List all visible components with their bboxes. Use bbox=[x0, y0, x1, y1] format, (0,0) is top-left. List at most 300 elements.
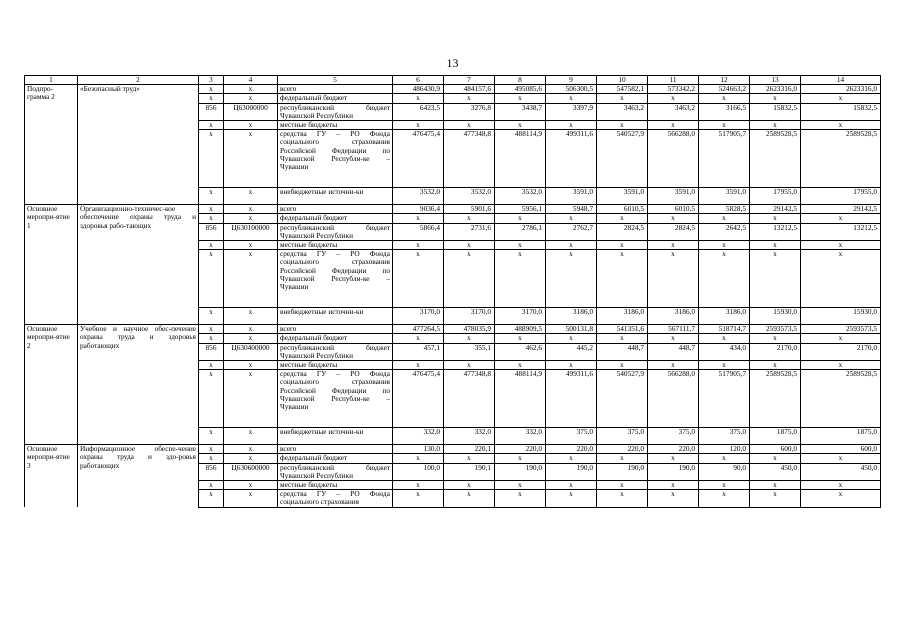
value-cell: 2623316,0 bbox=[801, 85, 881, 94]
value-cell: 3532,0 bbox=[393, 188, 444, 205]
value-cell: х bbox=[597, 214, 648, 223]
value-cell: 450,0 bbox=[750, 463, 801, 480]
funding-source: республиканский бюджет Чувашской Республики bbox=[278, 103, 393, 120]
target-code: х bbox=[224, 481, 278, 490]
header-cell: 12 bbox=[699, 76, 750, 85]
header-cell: 5 bbox=[278, 76, 393, 85]
value-cell: 462,6 bbox=[495, 343, 546, 360]
value-cell: х bbox=[444, 250, 495, 308]
value-cell: х bbox=[393, 334, 444, 343]
value-cell: 3186,0 bbox=[648, 308, 699, 325]
grbs-code: х bbox=[199, 308, 224, 325]
value-cell: х bbox=[444, 361, 495, 370]
value-cell: 5901,6 bbox=[444, 205, 495, 214]
target-code: х bbox=[224, 325, 278, 334]
funding-source: республиканский бюджет Чувашской Республики bbox=[278, 463, 393, 480]
value-cell: х bbox=[393, 214, 444, 223]
target-code: Ц63000000 bbox=[224, 103, 278, 120]
value-cell: х bbox=[699, 334, 750, 343]
value-cell: 6423,5 bbox=[393, 103, 444, 120]
value-cell: 495085,6 bbox=[495, 85, 546, 94]
value-cell: 477348,8 bbox=[444, 370, 495, 428]
grbs-code: х bbox=[199, 214, 224, 223]
program-name: Информационное обеспе-чение охраны труда и здо-ровья работающих bbox=[78, 445, 199, 507]
target-code: Ц630400000 bbox=[224, 343, 278, 360]
value-cell: х bbox=[597, 481, 648, 490]
value-cell: 499311,6 bbox=[546, 370, 597, 428]
value-cell: х bbox=[597, 94, 648, 103]
funding-source: средства ГУ – РО Фонда социального страхования bbox=[278, 490, 393, 507]
value-cell: х bbox=[393, 94, 444, 103]
value-cell: 2589528,5 bbox=[801, 370, 881, 428]
value-cell: х bbox=[597, 490, 648, 507]
value-cell: 476475,4 bbox=[393, 130, 444, 188]
header-cell: 2 bbox=[78, 76, 199, 85]
value-cell: 29142,5 bbox=[750, 205, 801, 214]
value-cell: х bbox=[444, 334, 495, 343]
funding-source: федеральный бюджет bbox=[278, 214, 393, 223]
target-code: х bbox=[224, 188, 278, 205]
value-cell: 1875,0 bbox=[801, 428, 881, 445]
value-cell: х bbox=[597, 361, 648, 370]
value-cell: х bbox=[699, 121, 750, 130]
grbs-code: х bbox=[199, 481, 224, 490]
value-cell: 445,2 bbox=[546, 343, 597, 360]
value-cell: 2762,7 bbox=[546, 223, 597, 240]
value-cell: х bbox=[648, 490, 699, 507]
funding-source: федеральный бюджет bbox=[278, 334, 393, 343]
funding-source: всего bbox=[278, 445, 393, 454]
grbs-code: х bbox=[199, 130, 224, 188]
target-code: х bbox=[224, 214, 278, 223]
value-cell: х bbox=[801, 361, 881, 370]
program-label: Основное меропри-ятие 1 bbox=[25, 205, 78, 325]
grbs-code: 856 bbox=[199, 223, 224, 240]
value-cell: х bbox=[393, 361, 444, 370]
value-cell: 332,0 bbox=[495, 428, 546, 445]
value-cell: 3397,9 bbox=[546, 103, 597, 120]
value-cell: х bbox=[444, 214, 495, 223]
value-cell: 13212,5 bbox=[750, 223, 801, 240]
value-cell: 3591,0 bbox=[546, 188, 597, 205]
value-cell: 518714,7 bbox=[699, 325, 750, 334]
funding-source: всего bbox=[278, 205, 393, 214]
value-cell: х bbox=[495, 361, 546, 370]
value-cell: 3532,0 bbox=[495, 188, 546, 205]
grbs-code: х bbox=[199, 121, 224, 130]
table-row bbox=[25, 205, 881, 214]
value-cell: х bbox=[801, 481, 881, 490]
target-code: х bbox=[224, 370, 278, 428]
value-cell: 15930,0 bbox=[750, 308, 801, 325]
value-cell: 2824,5 bbox=[597, 223, 648, 240]
value-cell: 220,1 bbox=[444, 445, 495, 454]
header-cell: 4 bbox=[224, 76, 278, 85]
value-cell: х bbox=[699, 214, 750, 223]
target-code: Ц630100000 bbox=[224, 223, 278, 240]
target-code: х bbox=[224, 241, 278, 250]
value-cell: 375,0 bbox=[597, 428, 648, 445]
value-cell: х bbox=[648, 334, 699, 343]
target-code: х bbox=[224, 94, 278, 103]
value-cell: 499311,6 bbox=[546, 130, 597, 188]
value-cell: х bbox=[648, 94, 699, 103]
value-cell: 434,0 bbox=[699, 343, 750, 360]
value-cell: 488114,9 bbox=[495, 130, 546, 188]
value-cell: 17955,0 bbox=[801, 188, 881, 205]
value-cell: 15832,5 bbox=[801, 103, 881, 120]
funding-source: местные бюджеты bbox=[278, 241, 393, 250]
value-cell: х bbox=[750, 241, 801, 250]
program-label: Основное меропри-ятие 2 bbox=[25, 325, 78, 445]
program-label: Подпро-грамма 2 bbox=[25, 85, 78, 205]
header-cell: 11 bbox=[648, 76, 699, 85]
value-cell: 120,0 bbox=[699, 445, 750, 454]
target-code: х bbox=[224, 334, 278, 343]
target-code: х bbox=[224, 205, 278, 214]
value-cell: 3166,5 bbox=[699, 103, 750, 120]
value-cell: 220,0 bbox=[546, 445, 597, 454]
header-cell: 8 bbox=[495, 76, 546, 85]
value-cell: х bbox=[546, 241, 597, 250]
value-cell: х bbox=[393, 490, 444, 507]
value-cell: х bbox=[648, 121, 699, 130]
value-cell: 190,0 bbox=[648, 463, 699, 480]
value-cell: х bbox=[495, 250, 546, 308]
program-label: Основное меропри-ятие 3 bbox=[25, 445, 78, 507]
value-cell: 2824,5 bbox=[648, 223, 699, 240]
target-code: х bbox=[224, 250, 278, 308]
value-cell: 6010,5 bbox=[648, 205, 699, 214]
funding-source: федеральный бюджет bbox=[278, 94, 393, 103]
value-cell: 488114,9 bbox=[495, 370, 546, 428]
grbs-code: х bbox=[199, 85, 224, 94]
value-cell: 2170,0 bbox=[801, 343, 881, 360]
value-cell: 2786,1 bbox=[495, 223, 546, 240]
funding-source: местные бюджеты bbox=[278, 481, 393, 490]
target-code: х bbox=[224, 130, 278, 188]
value-cell: х bbox=[699, 481, 750, 490]
value-cell: 477348,8 bbox=[444, 130, 495, 188]
value-cell: 3170,0 bbox=[393, 308, 444, 325]
value-cell: 476475,4 bbox=[393, 370, 444, 428]
header-cell: 1 bbox=[25, 76, 78, 85]
funding-source: федеральный бюджет bbox=[278, 454, 393, 463]
funding-source: местные бюджеты bbox=[278, 121, 393, 130]
value-cell: х bbox=[648, 250, 699, 308]
value-cell: 3186,0 bbox=[597, 308, 648, 325]
value-cell: х bbox=[648, 481, 699, 490]
value-cell: х bbox=[444, 481, 495, 490]
value-cell: х bbox=[750, 250, 801, 308]
value-cell: х bbox=[393, 241, 444, 250]
funding-source: всего bbox=[278, 85, 393, 94]
value-cell: 547582,1 bbox=[597, 85, 648, 94]
value-cell: х bbox=[444, 121, 495, 130]
value-cell: х bbox=[699, 361, 750, 370]
value-cell: х bbox=[648, 454, 699, 463]
funding-source: средства ГУ – РО Фонда социального страхования Российской Федерации по Чувашской Республи-ке – Чувашии bbox=[278, 130, 393, 188]
page-number: 13 bbox=[446, 56, 459, 70]
value-cell: х bbox=[546, 94, 597, 103]
value-cell: 2593573,5 bbox=[801, 325, 881, 334]
value-cell: 190,0 bbox=[495, 463, 546, 480]
value-cell: 600,0 bbox=[750, 445, 801, 454]
grbs-code: х bbox=[199, 250, 224, 308]
value-cell: х bbox=[699, 241, 750, 250]
value-cell: 2593573,5 bbox=[750, 325, 801, 334]
value-cell: х bbox=[597, 121, 648, 130]
value-cell: 2642,5 bbox=[699, 223, 750, 240]
value-cell: 1875,0 bbox=[750, 428, 801, 445]
header-cell: 14 bbox=[801, 76, 881, 85]
value-cell: х bbox=[495, 490, 546, 507]
value-cell: х bbox=[444, 454, 495, 463]
value-cell: 2170,0 bbox=[750, 343, 801, 360]
program-name: «Безопасный труд» bbox=[78, 85, 199, 205]
value-cell: 17955,0 bbox=[750, 188, 801, 205]
funding-source: внебюджетные источни-ки bbox=[278, 188, 393, 205]
value-cell: 566288,0 bbox=[648, 370, 699, 428]
value-cell: х bbox=[801, 214, 881, 223]
value-cell: 220,0 bbox=[495, 445, 546, 454]
value-cell: 540527,9 bbox=[597, 130, 648, 188]
funding-source: средства ГУ – РО Фонда социального страхования Российской Федерации по Чувашской Республи-ке – Чувашии bbox=[278, 250, 393, 308]
value-cell: х bbox=[699, 454, 750, 463]
grbs-code: х bbox=[199, 361, 224, 370]
value-cell: х bbox=[495, 214, 546, 223]
value-cell: 541351,6 bbox=[597, 325, 648, 334]
value-cell: х bbox=[393, 121, 444, 130]
funding-source: местные бюджеты bbox=[278, 361, 393, 370]
funding-source: всего bbox=[278, 325, 393, 334]
value-cell: 517905,7 bbox=[699, 370, 750, 428]
value-cell: х bbox=[750, 214, 801, 223]
header-row bbox=[25, 76, 881, 85]
value-cell: х bbox=[597, 250, 648, 308]
target-code: х bbox=[224, 428, 278, 445]
grbs-code: х bbox=[199, 205, 224, 214]
value-cell: х bbox=[750, 490, 801, 507]
value-cell: х bbox=[699, 94, 750, 103]
value-cell: х bbox=[546, 481, 597, 490]
value-cell: х bbox=[750, 121, 801, 130]
header-cell: 3 bbox=[199, 76, 224, 85]
value-cell: 573342,2 bbox=[648, 85, 699, 94]
value-cell: 450,0 bbox=[801, 463, 881, 480]
value-cell: х bbox=[699, 250, 750, 308]
value-cell: х bbox=[801, 94, 881, 103]
value-cell: 3591,0 bbox=[648, 188, 699, 205]
value-cell: 486430,9 bbox=[393, 85, 444, 94]
value-cell: 3532,0 bbox=[444, 188, 495, 205]
value-cell: 448,7 bbox=[648, 343, 699, 360]
target-code: х bbox=[224, 490, 278, 507]
value-cell: 190,1 bbox=[444, 463, 495, 480]
table-row bbox=[25, 445, 881, 454]
value-cell: 3170,0 bbox=[495, 308, 546, 325]
grbs-code: х bbox=[199, 94, 224, 103]
value-cell: 90,0 bbox=[699, 463, 750, 480]
header-cell: 13 bbox=[750, 76, 801, 85]
value-cell: 2589528,5 bbox=[801, 130, 881, 188]
value-cell: х bbox=[750, 334, 801, 343]
program-name: Учебное и научное обес-печение охраны труда и здоровья работающих bbox=[78, 325, 199, 445]
value-cell: 332,0 bbox=[444, 428, 495, 445]
value-cell: х bbox=[546, 214, 597, 223]
value-cell: х bbox=[801, 334, 881, 343]
value-cell: 9036,4 bbox=[393, 205, 444, 214]
grbs-code: х bbox=[199, 325, 224, 334]
program-name: Организационно-техничес-кое обеспечение охраны труда и здоровья рабо-тающих bbox=[78, 205, 199, 325]
value-cell: х bbox=[546, 250, 597, 308]
funding-source: внебюджетные источни-ки bbox=[278, 428, 393, 445]
value-cell: 375,0 bbox=[648, 428, 699, 445]
funding-source: республиканский бюджет Чувашской Республики bbox=[278, 343, 393, 360]
value-cell: 2731,6 bbox=[444, 223, 495, 240]
value-cell: 29142,5 bbox=[801, 205, 881, 214]
budget-table bbox=[24, 75, 881, 508]
value-cell: х bbox=[546, 490, 597, 507]
value-cell: 5828,5 bbox=[699, 205, 750, 214]
value-cell: 2623316,0 bbox=[750, 85, 801, 94]
value-cell: х bbox=[699, 490, 750, 507]
value-cell: 567111,7 bbox=[648, 325, 699, 334]
value-cell: 100,0 bbox=[393, 463, 444, 480]
value-cell: 5948,7 bbox=[546, 205, 597, 214]
target-code: х bbox=[224, 308, 278, 325]
target-code: х bbox=[224, 361, 278, 370]
value-cell: 220,0 bbox=[597, 445, 648, 454]
value-cell: х bbox=[444, 241, 495, 250]
value-cell: 15930,0 bbox=[801, 308, 881, 325]
grbs-code: х bbox=[199, 188, 224, 205]
value-cell: 190,0 bbox=[597, 463, 648, 480]
value-cell: х bbox=[750, 454, 801, 463]
value-cell: 566288,0 bbox=[648, 130, 699, 188]
value-cell: 355,1 bbox=[444, 343, 495, 360]
value-cell: х bbox=[597, 241, 648, 250]
value-cell: 457,1 bbox=[393, 343, 444, 360]
value-cell: х bbox=[801, 241, 881, 250]
target-code: Ц630600000 bbox=[224, 463, 278, 480]
target-code: х bbox=[224, 454, 278, 463]
value-cell: 3463,2 bbox=[597, 103, 648, 120]
target-code: х bbox=[224, 85, 278, 94]
grbs-code: х bbox=[199, 490, 224, 507]
grbs-code: х bbox=[199, 428, 224, 445]
value-cell: х bbox=[495, 481, 546, 490]
grbs-code: 856 bbox=[199, 463, 224, 480]
value-cell: х bbox=[546, 334, 597, 343]
value-cell: 190,0 bbox=[546, 463, 597, 480]
value-cell: 3276,8 bbox=[444, 103, 495, 120]
value-cell: х bbox=[648, 361, 699, 370]
value-cell: х bbox=[801, 490, 881, 507]
value-cell: х bbox=[495, 241, 546, 250]
grbs-code: х bbox=[199, 454, 224, 463]
value-cell: х bbox=[495, 121, 546, 130]
value-cell: 477264,5 bbox=[393, 325, 444, 334]
value-cell: 15832,5 bbox=[750, 103, 801, 120]
value-cell: 500131,8 bbox=[546, 325, 597, 334]
value-cell: х bbox=[495, 94, 546, 103]
value-cell: х bbox=[495, 334, 546, 343]
value-cell: 2589528,5 bbox=[750, 130, 801, 188]
funding-source: республиканский бюджет Чувашской Республики bbox=[278, 223, 393, 240]
value-cell: х bbox=[648, 241, 699, 250]
value-cell: 13212,5 bbox=[801, 223, 881, 240]
value-cell: 517905,7 bbox=[699, 130, 750, 188]
value-cell: 6010,5 bbox=[597, 205, 648, 214]
value-cell: х bbox=[393, 454, 444, 463]
value-cell: х bbox=[597, 454, 648, 463]
value-cell: 3186,0 bbox=[546, 308, 597, 325]
table-row bbox=[25, 325, 881, 334]
value-cell: х bbox=[648, 214, 699, 223]
value-cell: 3186,0 bbox=[699, 308, 750, 325]
funding-source: внебюджетные источни-ки bbox=[278, 308, 393, 325]
value-cell: х bbox=[393, 250, 444, 308]
value-cell: х bbox=[750, 361, 801, 370]
header-cell: 9 bbox=[546, 76, 597, 85]
value-cell: 332,0 bbox=[393, 428, 444, 445]
target-code: х bbox=[224, 445, 278, 454]
value-cell: 2589528,5 bbox=[750, 370, 801, 428]
value-cell: 5866,4 bbox=[393, 223, 444, 240]
value-cell: 540527,9 bbox=[597, 370, 648, 428]
value-cell: 506300,5 bbox=[546, 85, 597, 94]
funding-source: средства ГУ – РО Фонда социального страхования Российской Федерации по Чувашской Республи-ке – Чувашии bbox=[278, 370, 393, 428]
value-cell: 524663,2 bbox=[699, 85, 750, 94]
value-cell: 5956,1 bbox=[495, 205, 546, 214]
value-cell: х bbox=[801, 250, 881, 308]
target-code: х bbox=[224, 121, 278, 130]
value-cell: 484157,6 bbox=[444, 85, 495, 94]
value-cell: х bbox=[546, 454, 597, 463]
value-cell: 488909,5 bbox=[495, 325, 546, 334]
value-cell: х bbox=[495, 454, 546, 463]
value-cell: 3170,0 bbox=[444, 308, 495, 325]
value-cell: 375,0 bbox=[546, 428, 597, 445]
header-cell: 6 bbox=[393, 76, 444, 85]
value-cell: х bbox=[546, 361, 597, 370]
value-cell: 130,0 bbox=[393, 445, 444, 454]
grbs-code: х bbox=[199, 241, 224, 250]
value-cell: 3591,0 bbox=[597, 188, 648, 205]
value-cell: х bbox=[546, 121, 597, 130]
value-cell: х bbox=[750, 94, 801, 103]
grbs-code: 856 bbox=[199, 103, 224, 120]
value-cell: 220,0 bbox=[648, 445, 699, 454]
grbs-code: х bbox=[199, 445, 224, 454]
value-cell: 3591,0 bbox=[699, 188, 750, 205]
value-cell: 478035,9 bbox=[444, 325, 495, 334]
grbs-code: х bbox=[199, 370, 224, 428]
header-cell: 7 bbox=[444, 76, 495, 85]
grbs-code: 856 bbox=[199, 343, 224, 360]
value-cell: х bbox=[801, 121, 881, 130]
grbs-code: х bbox=[199, 334, 224, 343]
value-cell: х bbox=[597, 334, 648, 343]
value-cell: х bbox=[444, 490, 495, 507]
value-cell: х bbox=[750, 481, 801, 490]
value-cell: 600,0 bbox=[801, 445, 881, 454]
value-cell: х bbox=[393, 481, 444, 490]
header-cell: 10 bbox=[597, 76, 648, 85]
value-cell: 375,0 bbox=[699, 428, 750, 445]
value-cell: х bbox=[801, 454, 881, 463]
